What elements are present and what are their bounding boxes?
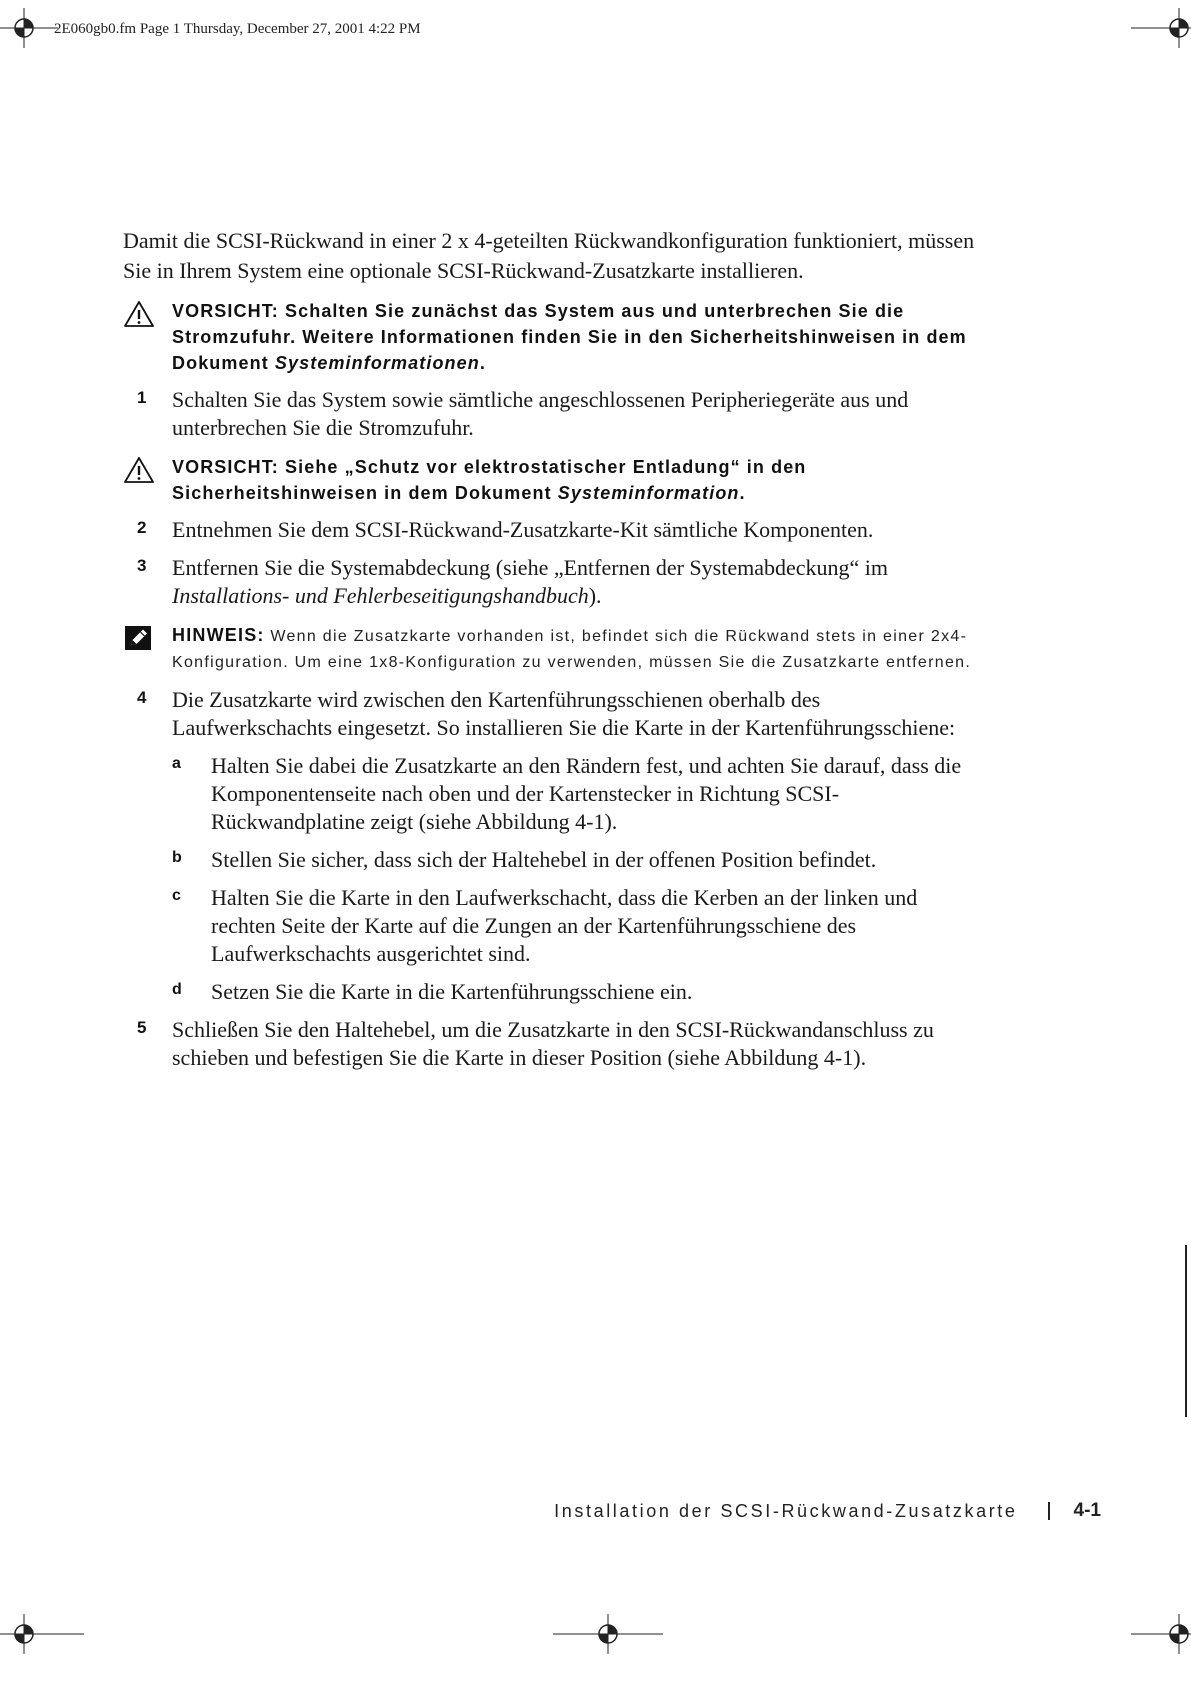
step-number: 1 bbox=[137, 388, 147, 407]
step-text: Schalten Sie das System sowie sämtliche angeschlossenen Peripheriegeräte aus und unterbrechen Sie die Stromzufuhr. bbox=[172, 387, 909, 440]
note-text: HINWEIS: Wenn die Zusatzkarte vorhanden ist, befindet sich die Rückwand stets in einer 2x4-Konfiguration. Um eine 1x8-Konfiguration zu verwenden, müssen Sie die Zusatzkarte entfernen. bbox=[172, 625, 972, 671]
substep-item bbox=[123, 752, 983, 836]
substep-letter: a bbox=[172, 755, 181, 772]
page-footer bbox=[554, 1500, 1101, 1522]
step-item bbox=[123, 386, 983, 442]
note-label: HINWEIS: bbox=[172, 625, 265, 645]
step-number: 3 bbox=[137, 556, 147, 575]
registration-mark-icon bbox=[553, 1614, 663, 1654]
step-number: 5 bbox=[137, 1018, 147, 1037]
print-slug: 2E060gb0.fm Page 1 Thursday, December 27, 2001 4:22 PM bbox=[54, 21, 421, 37]
substep-item bbox=[123, 846, 983, 874]
warning-triangle-icon bbox=[123, 456, 155, 489]
intro-paragraph: Damit die SCSI-Rückwand in einer 2 x 4-geteilten Rückwandkonfiguration funktioniert, müssen Sie in Ihrem System eine optionale SCSI-Rückwand-Zusatzkarte installieren. bbox=[123, 228, 975, 283]
step-item bbox=[123, 686, 983, 742]
caution-notice bbox=[123, 298, 983, 376]
step-item bbox=[123, 554, 983, 610]
step-number: 4 bbox=[137, 688, 147, 707]
substep-letter: c bbox=[172, 887, 181, 904]
substep-text: Stellen Sie sicher, dass sich der Haltehebel in der offenen Position befindet. bbox=[211, 847, 877, 872]
substep-letter: d bbox=[172, 981, 182, 998]
substep-text: Setzen Sie die Karte in die Kartenführungsschiene ein. bbox=[211, 979, 693, 1004]
step-text: Schließen Sie den Haltehebel, um die Zusatzkarte in den SCSI-Rückwandanschluss zu schieben und befestigen Sie die Karte in dieser Position (siehe Abbildung 4-1). bbox=[172, 1017, 934, 1070]
caution-notice bbox=[123, 454, 983, 506]
document-reference: Systeminformation bbox=[557, 483, 740, 503]
page-number: 4-1 bbox=[1073, 1500, 1101, 1521]
registration-mark-icon bbox=[0, 8, 60, 48]
substep-text: Halten Sie die Karte in den Laufwerkschacht, dass die Kerben an der linken und rechten Seite der Karte auf die Zungen an der Kartenführungsschiene des Laufwerkschachts ausgerichtet sind. bbox=[211, 885, 918, 966]
registration-mark-icon bbox=[1131, 1614, 1191, 1654]
substep-item bbox=[123, 978, 983, 1006]
registration-mark-icon bbox=[0, 1614, 90, 1654]
step-text: Entfernen Sie die Systemabdeckung (siehe „Entfernen der Systemabdeckung“ im Installations- und Fehlerbeseitigungshandbuch). bbox=[172, 555, 888, 608]
caution-text: VORSICHT: Siehe „Schutz vor elektrostatischer Entladung“ in den Sicherheitshinweisen in dem Dokument Systeminformation. bbox=[172, 457, 807, 503]
step-number: 2 bbox=[137, 518, 147, 537]
chapter-title: Installation der SCSI-Rückwand-Zusatzkarte bbox=[554, 1500, 1018, 1521]
step-item bbox=[123, 516, 983, 544]
document-reference: Installations- und Fehlerbeseitigungshandbuch bbox=[172, 583, 589, 608]
chapter-tab-bar bbox=[1185, 1245, 1187, 1417]
substep-text: Halten Sie dabei die Zusatzkarte an den Rändern fest, und achten Sie darauf, dass die Komponentenseite nach oben und der Kartenstecker in Richtung SCSI-Rückwandplatine zeigt (siehe Abbildung 4-1). bbox=[211, 753, 962, 834]
substep-letter: b bbox=[172, 849, 182, 866]
note-notice bbox=[123, 622, 983, 676]
footer-divider bbox=[1048, 1502, 1050, 1520]
warning-triangle-icon bbox=[123, 300, 155, 333]
pencil-note-icon bbox=[123, 624, 153, 657]
page-body bbox=[123, 226, 983, 1072]
document-reference: Systeminformationen bbox=[274, 353, 480, 373]
substep-item bbox=[123, 884, 983, 968]
step-text: Die Zusatzkarte wird zwischen den Kartenführungsschienen oberhalb des Laufwerkschachts eingesetzt. So installieren Sie die Karte in der Kartenführungsschiene: bbox=[172, 687, 956, 740]
registration-mark-icon bbox=[1131, 8, 1191, 48]
caution-text: VORSICHT: Schalten Sie zunächst das System aus und unterbrechen Sie die Stromzufuhr. Weitere Informationen finden Sie in den Sicherheitshinweisen in dem Dokument Systeminformationen. bbox=[172, 301, 967, 373]
step-text: Entnehmen Sie dem SCSI-Rückwand-Zusatzkarte-Kit sämtliche Komponenten. bbox=[172, 517, 874, 542]
step-item bbox=[123, 1016, 983, 1072]
